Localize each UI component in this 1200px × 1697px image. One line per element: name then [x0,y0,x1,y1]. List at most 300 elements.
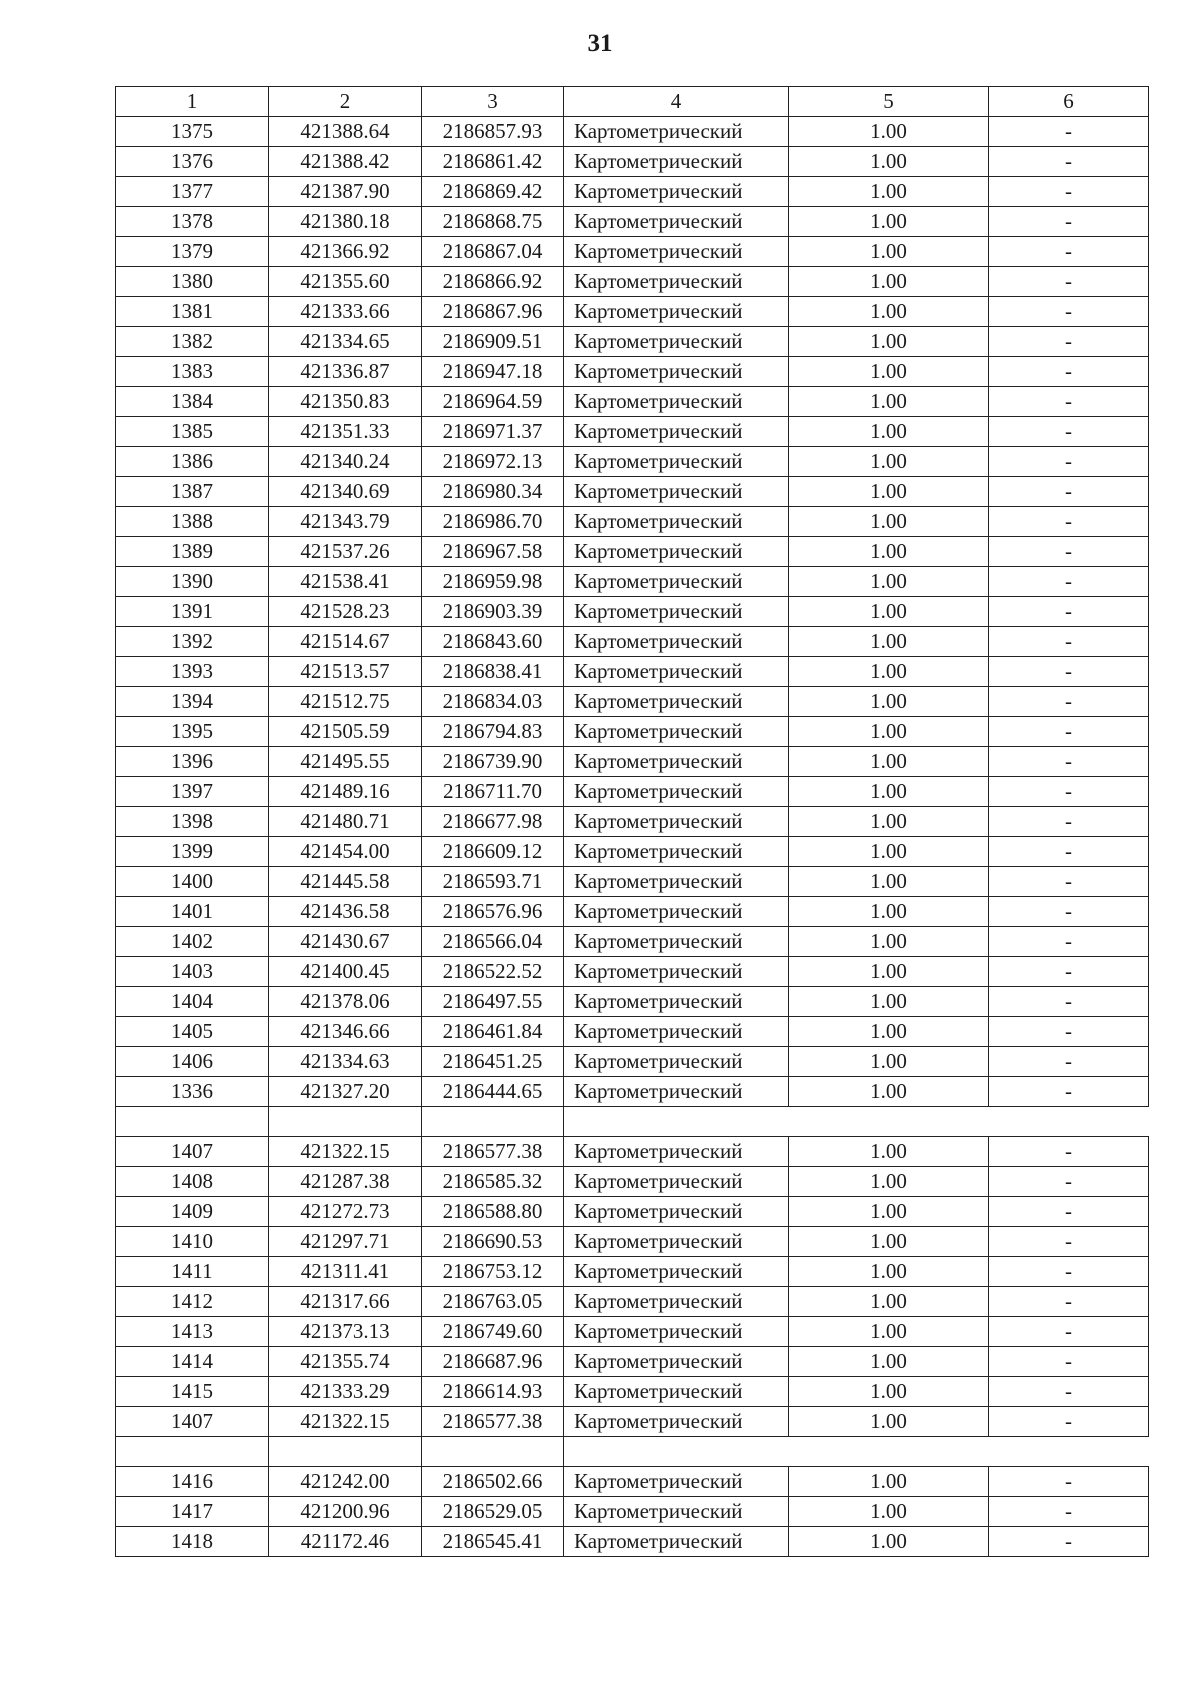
table-row [116,477,1149,507]
cell-y-coordinate: 2186972.13 [422,447,564,477]
table-row [116,627,1149,657]
cell-accuracy: 1.00 [789,207,989,237]
cell-description: - [989,777,1149,807]
table-row [116,717,1149,747]
cell-point-number: 1376 [116,147,269,177]
cell-accuracy: 1.00 [789,387,989,417]
cell-accuracy: 1.00 [789,717,989,747]
table-row [116,387,1149,417]
cell-description: - [989,1497,1149,1527]
cell-description: - [989,1527,1149,1557]
cell-method: Картометрический [564,747,789,777]
cell-method: Картометрический [564,1497,789,1527]
cell-point-number: 1390 [116,567,269,597]
cell-description: - [989,657,1149,687]
cell-description: - [989,567,1149,597]
cell-description: - [989,1287,1149,1317]
cell-point-number: 1383 [116,357,269,387]
table-row [116,1407,1149,1437]
table-row [116,297,1149,327]
table-row [116,207,1149,237]
cell-description: - [989,1377,1149,1407]
cell-x-coordinate: 421480.71 [269,807,422,837]
cell-y-coordinate: 2186843.60 [422,627,564,657]
table-row [116,1047,1149,1077]
table-row [116,1167,1149,1197]
cell-y-coordinate: 2186861.42 [422,147,564,177]
cell-x-coordinate: 421350.83 [269,387,422,417]
cell-point-number: 1418 [116,1527,269,1557]
cell-point-number: 1400 [116,867,269,897]
cell-method: Картометрический [564,537,789,567]
cell-accuracy: 1.00 [789,777,989,807]
cell-description: - [989,237,1149,267]
cell-method: Картометрический [564,1527,789,1557]
table-row [116,1347,1149,1377]
table-row [116,327,1149,357]
cell-accuracy: 1.00 [789,837,989,867]
table-row [116,777,1149,807]
cell-y-coordinate: 2186444.65 [422,1077,564,1107]
table-row [116,1197,1149,1227]
table-row [116,237,1149,267]
cell-description: - [989,1347,1149,1377]
cell-point-number: 1409 [116,1197,269,1227]
cell-description: - [989,1017,1149,1047]
cell-y-coordinate: 2186545.41 [422,1527,564,1557]
table-row [116,1287,1149,1317]
cell-point-number: 1403 [116,957,269,987]
cell-accuracy: 1.00 [789,1527,989,1557]
cell-accuracy: 1.00 [789,537,989,567]
cell-method: Картометрический [564,147,789,177]
table-row [116,687,1149,717]
cell-x-coordinate: 421172.46 [269,1527,422,1557]
table-row [116,117,1149,147]
cell-accuracy: 1.00 [789,1077,989,1107]
cell-description: - [989,537,1149,567]
cell-y-coordinate: 2186577.38 [422,1407,564,1437]
cell-y-coordinate: 2186522.52 [422,957,564,987]
cell-method: Картометрический [564,417,789,447]
separator-cell [422,1107,564,1137]
cell-point-number: 1384 [116,387,269,417]
cell-description: - [989,387,1149,417]
cell-method: Картометрический [564,1017,789,1047]
coordinates-table [115,86,1149,1557]
cell-x-coordinate: 421287.38 [269,1167,422,1197]
cell-accuracy: 1.00 [789,327,989,357]
table-row [116,1527,1149,1557]
table-row [116,897,1149,927]
cell-method: Картометрический [564,237,789,267]
cell-accuracy: 1.00 [789,147,989,177]
cell-x-coordinate: 421340.69 [269,477,422,507]
cell-point-number: 1413 [116,1317,269,1347]
cell-method: Картометрический [564,717,789,747]
cell-method: Картометрический [564,627,789,657]
cell-method: Картометрический [564,1197,789,1227]
cell-y-coordinate: 2186593.71 [422,867,564,897]
header-cell-x: 2 [269,87,422,117]
cell-y-coordinate: 2186739.90 [422,747,564,777]
cell-method: Картометрический [564,1347,789,1377]
cell-method: Картометрический [564,327,789,357]
cell-x-coordinate: 421495.55 [269,747,422,777]
table-row [116,1497,1149,1527]
cell-x-coordinate: 421355.74 [269,1347,422,1377]
table-row [116,747,1149,777]
table-row [116,537,1149,567]
cell-y-coordinate: 2186857.93 [422,117,564,147]
table-row [116,507,1149,537]
cell-y-coordinate: 2186677.98 [422,807,564,837]
cell-point-number: 1408 [116,1167,269,1197]
cell-x-coordinate: 421355.60 [269,267,422,297]
cell-x-coordinate: 421454.00 [269,837,422,867]
cell-accuracy: 1.00 [789,957,989,987]
cell-accuracy: 1.00 [789,1197,989,1227]
separator-cell [269,1437,422,1467]
cell-x-coordinate: 421514.67 [269,627,422,657]
cell-accuracy: 1.00 [789,117,989,147]
cell-description: - [989,417,1149,447]
cell-description: - [989,957,1149,987]
cell-y-coordinate: 2186451.25 [422,1047,564,1077]
cell-point-number: 1388 [116,507,269,537]
cell-accuracy: 1.00 [789,747,989,777]
cell-x-coordinate: 421333.66 [269,297,422,327]
cell-point-number: 1399 [116,837,269,867]
cell-x-coordinate: 421513.57 [269,657,422,687]
cell-method: Картометрический [564,1077,789,1107]
cell-accuracy: 1.00 [789,237,989,267]
cell-description: - [989,207,1149,237]
cell-accuracy: 1.00 [789,1137,989,1167]
table-row [116,267,1149,297]
cell-description: - [989,987,1149,1017]
cell-point-number: 1401 [116,897,269,927]
cell-y-coordinate: 2186609.12 [422,837,564,867]
cell-accuracy: 1.00 [789,1497,989,1527]
cell-point-number: 1379 [116,237,269,267]
cell-x-coordinate: 421489.16 [269,777,422,807]
cell-x-coordinate: 421333.29 [269,1377,422,1407]
cell-description: - [989,867,1149,897]
cell-x-coordinate: 421430.67 [269,927,422,957]
cell-point-number: 1336 [116,1077,269,1107]
separator-cell [116,1107,269,1137]
cell-x-coordinate: 421334.63 [269,1047,422,1077]
cell-point-number: 1381 [116,297,269,327]
cell-y-coordinate: 2186959.98 [422,567,564,597]
cell-x-coordinate: 421317.66 [269,1287,422,1317]
cell-x-coordinate: 421538.41 [269,567,422,597]
cell-x-coordinate: 421340.24 [269,447,422,477]
cell-description: - [989,897,1149,927]
cell-method: Картометрический [564,897,789,927]
cell-accuracy: 1.00 [789,807,989,837]
table-row [116,357,1149,387]
table-row [116,177,1149,207]
cell-y-coordinate: 2186967.58 [422,537,564,567]
cell-y-coordinate: 2186947.18 [422,357,564,387]
cell-y-coordinate: 2186497.55 [422,987,564,1017]
cell-accuracy: 1.00 [789,927,989,957]
cell-point-number: 1417 [116,1497,269,1527]
cell-y-coordinate: 2186502.66 [422,1467,564,1497]
cell-x-coordinate: 421327.20 [269,1077,422,1107]
cell-point-number: 1385 [116,417,269,447]
cell-y-coordinate: 2186585.32 [422,1167,564,1197]
cell-y-coordinate: 2186577.38 [422,1137,564,1167]
cell-y-coordinate: 2186461.84 [422,1017,564,1047]
table-row [116,657,1149,687]
cell-y-coordinate: 2186868.75 [422,207,564,237]
separator-cell [564,1437,1149,1467]
cell-x-coordinate: 421400.45 [269,957,422,987]
cell-description: - [989,147,1149,177]
table-row [116,807,1149,837]
cell-point-number: 1378 [116,207,269,237]
block-separator-row [116,1107,1149,1137]
cell-method: Картометрический [564,657,789,687]
cell-method: Картометрический [564,837,789,867]
cell-point-number: 1389 [116,537,269,567]
cell-accuracy: 1.00 [789,1317,989,1347]
cell-accuracy: 1.00 [789,1467,989,1497]
cell-x-coordinate: 421272.73 [269,1197,422,1227]
cell-y-coordinate: 2186834.03 [422,687,564,717]
cell-method: Картометрический [564,1257,789,1287]
cell-point-number: 1386 [116,447,269,477]
table-row [116,867,1149,897]
table-body [116,117,1149,1557]
cell-point-number: 1416 [116,1467,269,1497]
cell-accuracy: 1.00 [789,267,989,297]
cell-x-coordinate: 421378.06 [269,987,422,1017]
table-row [116,567,1149,597]
cell-x-coordinate: 421380.18 [269,207,422,237]
cell-x-coordinate: 421366.92 [269,237,422,267]
cell-description: - [989,1317,1149,1347]
table-row [116,1077,1149,1107]
header-cell-accuracy: 5 [789,87,989,117]
cell-accuracy: 1.00 [789,507,989,537]
cell-x-coordinate: 421334.65 [269,327,422,357]
cell-y-coordinate: 2186711.70 [422,777,564,807]
cell-y-coordinate: 2186763.05 [422,1287,564,1317]
cell-method: Картометрический [564,1167,789,1197]
table-row [116,417,1149,447]
table-row [116,1227,1149,1257]
table-row [116,987,1149,1017]
cell-point-number: 1395 [116,717,269,747]
cell-x-coordinate: 421388.42 [269,147,422,177]
header-cell-y: 3 [422,87,564,117]
separator-cell [269,1107,422,1137]
cell-x-coordinate: 421505.59 [269,717,422,747]
cell-method: Картометрический [564,1317,789,1347]
cell-x-coordinate: 421512.75 [269,687,422,717]
cell-y-coordinate: 2186576.96 [422,897,564,927]
cell-point-number: 1407 [116,1137,269,1167]
cell-y-coordinate: 2186749.60 [422,1317,564,1347]
separator-cell [564,1107,1149,1137]
cell-description: - [989,1047,1149,1077]
cell-point-number: 1398 [116,807,269,837]
cell-y-coordinate: 2186614.93 [422,1377,564,1407]
separator-cell [116,1437,269,1467]
cell-description: - [989,1077,1149,1107]
table-row [116,957,1149,987]
cell-point-number: 1393 [116,657,269,687]
cell-y-coordinate: 2186866.92 [422,267,564,297]
cell-x-coordinate: 421351.33 [269,417,422,447]
cell-accuracy: 1.00 [789,1227,989,1257]
cell-description: - [989,627,1149,657]
cell-x-coordinate: 421297.71 [269,1227,422,1257]
header-cell-method: 4 [564,87,789,117]
cell-accuracy: 1.00 [789,597,989,627]
cell-method: Картометрический [564,987,789,1017]
cell-point-number: 1412 [116,1287,269,1317]
cell-accuracy: 1.00 [789,177,989,207]
cell-method: Картометрический [564,387,789,417]
cell-method: Картометрический [564,867,789,897]
cell-method: Картометрический [564,687,789,717]
table-header-row [116,87,1149,117]
cell-method: Картометрический [564,1377,789,1407]
cell-accuracy: 1.00 [789,1287,989,1317]
cell-description: - [989,177,1149,207]
cell-point-number: 1404 [116,987,269,1017]
cell-method: Картометрический [564,297,789,327]
cell-y-coordinate: 2186869.42 [422,177,564,207]
cell-description: - [989,1167,1149,1197]
cell-method: Картометрический [564,447,789,477]
cell-y-coordinate: 2186903.39 [422,597,564,627]
cell-point-number: 1392 [116,627,269,657]
cell-y-coordinate: 2186690.53 [422,1227,564,1257]
cell-method: Картометрический [564,1407,789,1437]
cell-accuracy: 1.00 [789,657,989,687]
cell-point-number: 1377 [116,177,269,207]
cell-y-coordinate: 2186909.51 [422,327,564,357]
cell-description: - [989,1137,1149,1167]
table-row [116,837,1149,867]
cell-y-coordinate: 2186964.59 [422,387,564,417]
cell-x-coordinate: 421445.58 [269,867,422,897]
cell-description: - [989,117,1149,147]
cell-description: - [989,327,1149,357]
cell-point-number: 1382 [116,327,269,357]
cell-description: - [989,1467,1149,1497]
table-row [116,447,1149,477]
cell-description: - [989,1227,1149,1257]
cell-y-coordinate: 2186753.12 [422,1257,564,1287]
cell-accuracy: 1.00 [789,897,989,927]
cell-y-coordinate: 2186588.80 [422,1197,564,1227]
cell-method: Картометрический [564,1137,789,1167]
table-row [116,147,1149,177]
cell-description: - [989,357,1149,387]
table-row [116,1137,1149,1167]
cell-method: Картометрический [564,597,789,627]
header-cell-point: 1 [116,87,269,117]
cell-y-coordinate: 2186980.34 [422,477,564,507]
cell-x-coordinate: 421200.96 [269,1497,422,1527]
cell-description: - [989,927,1149,957]
cell-method: Картометрический [564,267,789,297]
page-number: 31 [587,30,613,57]
cell-accuracy: 1.00 [789,447,989,477]
cell-accuracy: 1.00 [789,1347,989,1377]
cell-accuracy: 1.00 [789,567,989,597]
cell-y-coordinate: 2186867.04 [422,237,564,267]
cell-point-number: 1397 [116,777,269,807]
cell-x-coordinate: 421242.00 [269,1467,422,1497]
cell-x-coordinate: 421336.87 [269,357,422,387]
table-row [116,1467,1149,1497]
cell-method: Картометрический [564,1227,789,1257]
cell-accuracy: 1.00 [789,417,989,447]
cell-point-number: 1414 [116,1347,269,1377]
cell-y-coordinate: 2186986.70 [422,507,564,537]
cell-point-number: 1405 [116,1017,269,1047]
cell-x-coordinate: 421537.26 [269,537,422,567]
cell-accuracy: 1.00 [789,867,989,897]
cell-point-number: 1375 [116,117,269,147]
cell-accuracy: 1.00 [789,627,989,657]
cell-accuracy: 1.00 [789,1047,989,1077]
table-row [116,1317,1149,1347]
cell-description: - [989,837,1149,867]
cell-point-number: 1387 [116,477,269,507]
cell-method: Картометрический [564,177,789,207]
cell-method: Картометрический [564,357,789,387]
cell-accuracy: 1.00 [789,1407,989,1437]
cell-method: Картометрический [564,957,789,987]
cell-y-coordinate: 2186794.83 [422,717,564,747]
cell-method: Картометрический [564,927,789,957]
cell-description: - [989,507,1149,537]
table-row [116,1017,1149,1047]
cell-accuracy: 1.00 [789,1017,989,1047]
table-row [116,1257,1149,1287]
cell-method: Картометрический [564,807,789,837]
cell-point-number: 1410 [116,1227,269,1257]
cell-y-coordinate: 2186971.37 [422,417,564,447]
cell-method: Картометрический [564,507,789,537]
cell-point-number: 1380 [116,267,269,297]
cell-x-coordinate: 421388.64 [269,117,422,147]
cell-description: - [989,1197,1149,1227]
cell-description: - [989,717,1149,747]
cell-method: Картометрический [564,117,789,147]
table-row [116,927,1149,957]
cell-y-coordinate: 2186867.96 [422,297,564,327]
cell-point-number: 1406 [116,1047,269,1077]
cell-description: - [989,447,1149,477]
cell-accuracy: 1.00 [789,687,989,717]
cell-method: Картометрический [564,777,789,807]
cell-method: Картометрический [564,477,789,507]
block-separator-row [116,1437,1149,1467]
cell-y-coordinate: 2186529.05 [422,1497,564,1527]
cell-x-coordinate: 421322.15 [269,1137,422,1167]
cell-description: - [989,1407,1149,1437]
